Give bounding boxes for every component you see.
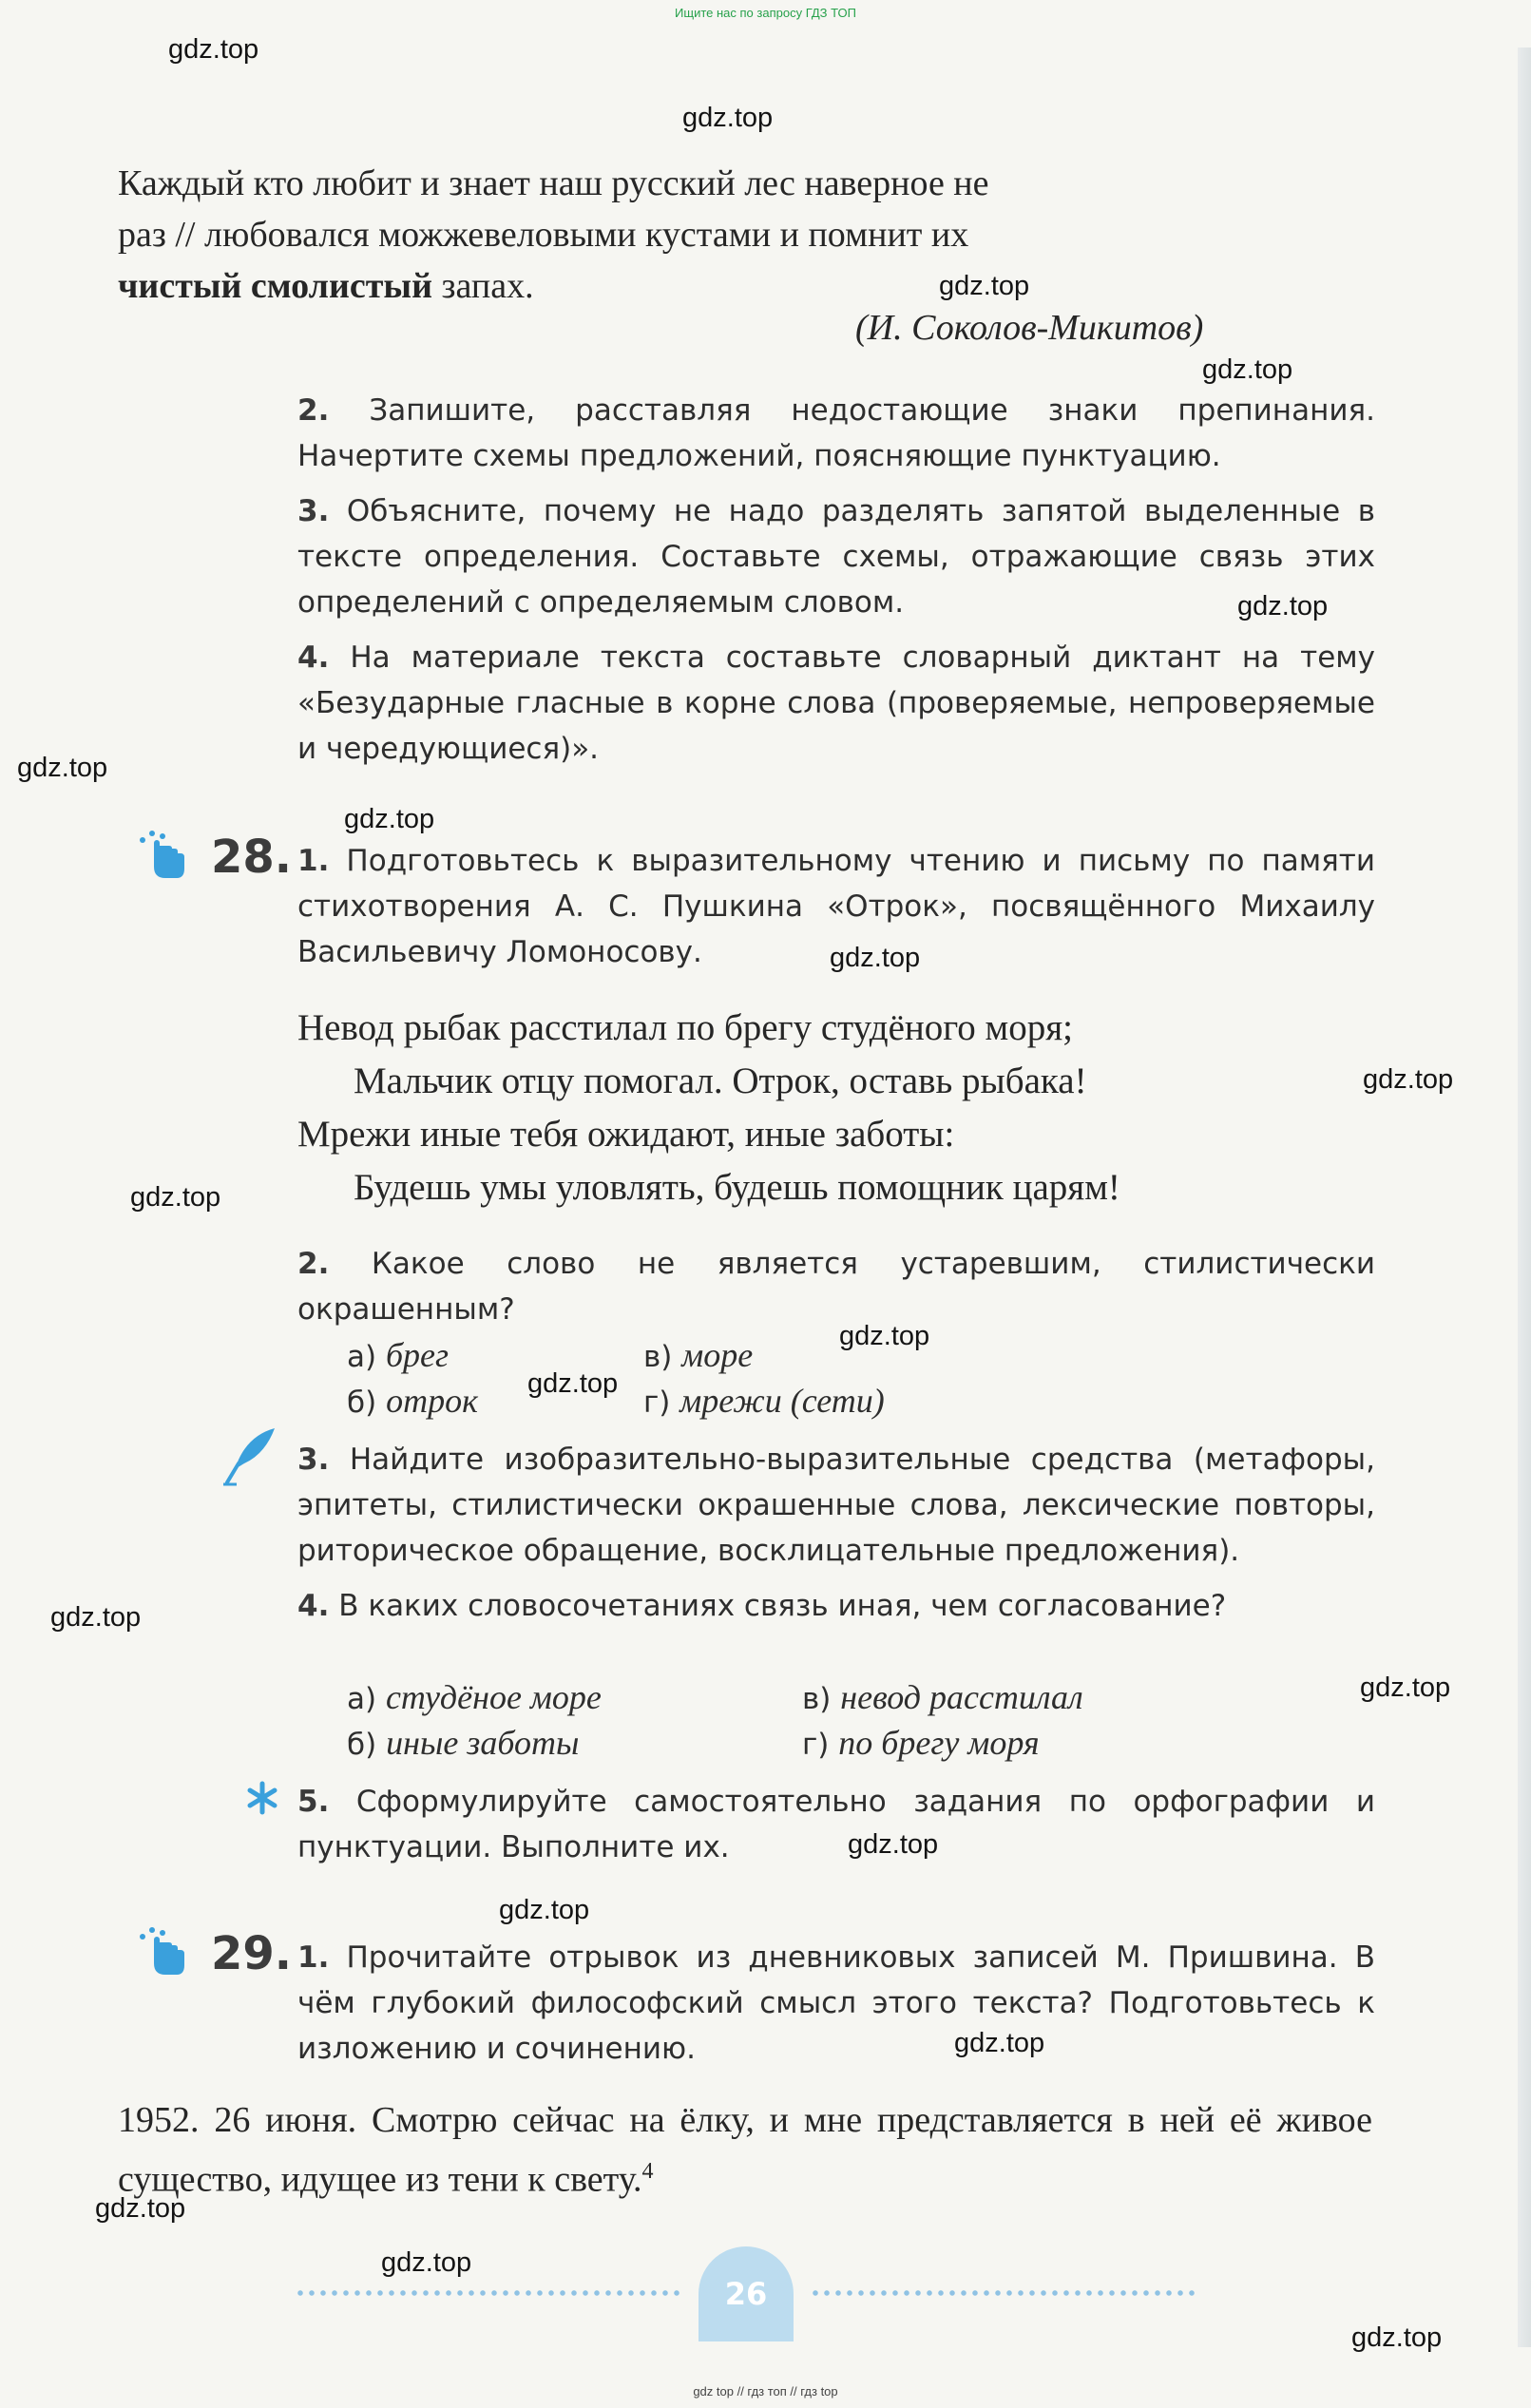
watermark: gdz.top xyxy=(381,2247,472,2278)
top-banner[interactable]: Ищите нас по запросу ГДЗ ТОП xyxy=(675,6,856,20)
pointing-hand-icon xyxy=(133,827,190,884)
quill-pen-icon xyxy=(221,1425,278,1488)
option-letter: б) xyxy=(347,1728,377,1762)
task-text: Объясните, почему не надо разделять запятой выделенные в тексте определения. Составьте схемы, отражающие связь этих определений с определяемым словом. xyxy=(297,494,1375,620)
excerpt-line-1: Каждый кто любит и знает наш русский лес наверное не xyxy=(118,163,989,203)
excerpt-text xyxy=(118,158,1375,312)
option-word: отрок xyxy=(386,1382,478,1420)
watermark: gdz.top xyxy=(939,271,1030,301)
task-number: 3. xyxy=(297,1443,330,1477)
watermark: gdz.top xyxy=(17,753,108,783)
exercise-number-28: 28. xyxy=(211,831,293,884)
option-letter: в) xyxy=(643,1340,673,1374)
ex28-t4-option-a xyxy=(347,1677,602,1717)
ex27-tasks xyxy=(297,388,1375,772)
task-number: 1. xyxy=(297,1940,330,1975)
task-text: Сформулируйте самостоятельно задания по орфографии и пунктуации. Выполните их. xyxy=(297,1785,1375,1864)
watermark: gdz.top xyxy=(1202,354,1293,385)
task-number: 2. xyxy=(297,393,330,428)
excerpt-attribution: (И. Соколов-Микитов) xyxy=(855,308,1204,348)
option-word: брег xyxy=(385,1336,450,1374)
task-text: Какое слово не является устаревшим, стилистически окрашенным? xyxy=(297,1247,1375,1327)
poem-line-1: Невод рыбак расстилал по брегу студёного моря; xyxy=(297,1007,1073,1048)
watermark: gdz.top xyxy=(682,103,774,133)
task-number: 4. xyxy=(297,1589,330,1623)
page-edge xyxy=(1518,48,1531,2347)
watermark: gdz.top xyxy=(830,943,921,973)
watermark: gdz.top xyxy=(168,34,259,65)
task-text: Прочитайте отрывок из дневниковых записей М. Пришвина. В чём глубокий философский смысл этого текста? Подготовьтесь к изложению и сочинению. xyxy=(297,1940,1375,2066)
option-letter: г) xyxy=(643,1386,671,1420)
task-number: 2. xyxy=(297,1247,330,1281)
diary-text: 1952. 26 июня. Смотрю сейчас на ёлку, и мне представляется в ней её живое существо, идущее из тени к свету. xyxy=(118,2100,1372,2200)
ex27-task-3 xyxy=(297,488,1375,625)
watermark: gdz.top xyxy=(954,2028,1045,2058)
option-letter: в) xyxy=(802,1682,832,1716)
task-text: Подготовьтесь к выразительному чтению и письму по памяти стихотворения А. С. Пушкина «Отрок», посвящённого Михаилу Васильевичу Ломоносову. xyxy=(297,844,1375,969)
ex28-task-5 xyxy=(297,1779,1375,1870)
option-word: студёное море xyxy=(385,1678,602,1716)
poem-line-2: Мальчик отцу помогал. Отрок, оставь рыбака! xyxy=(354,1061,1087,1101)
excerpt-line-3-rest: запах. xyxy=(431,266,534,306)
ex28-task-1-text xyxy=(297,838,1375,975)
watermark: gdz.top xyxy=(848,1829,939,1860)
ex29-task-1-text xyxy=(297,1935,1375,2072)
ex28-task-3 xyxy=(297,1437,1375,1574)
ex29-task-1 xyxy=(297,1935,1375,2072)
option-word: иные заботы xyxy=(386,1724,580,1762)
ex28-t4-option-b xyxy=(347,1723,579,1763)
ex28-t2-option-v xyxy=(643,1335,753,1375)
watermark: gdz.top xyxy=(1363,1064,1454,1095)
ex28-t2-option-b xyxy=(347,1381,478,1421)
footnote-mark: 4 xyxy=(641,2159,654,2184)
watermark: gdz.top xyxy=(130,1182,221,1213)
option-word: невод расстилал xyxy=(840,1678,1083,1716)
task-text: В каких словосочетаниях связь иная, чем согласование? xyxy=(338,1589,1227,1623)
poem-line-3: Мрежи иные тебя ожидают, иные заботы: xyxy=(297,1114,955,1155)
highlighted-definitions: чистый смолистый xyxy=(118,266,432,306)
poem-line-4: Будешь умы уловлять, будешь помощник царям! xyxy=(354,1167,1120,1208)
ex28-task-4 xyxy=(297,1583,1375,1629)
task-number: 1. xyxy=(297,844,330,878)
option-word: море xyxy=(681,1336,754,1374)
footer-dots-left xyxy=(295,2290,684,2296)
footer-dots-right xyxy=(810,2290,1199,2296)
ex28-t4-option-v xyxy=(802,1677,1083,1717)
watermark: gdz.top xyxy=(1237,591,1329,621)
option-word: по брегу моря xyxy=(838,1724,1040,1762)
watermark: gdz.top xyxy=(527,1368,619,1399)
diary-text-block xyxy=(118,2094,1372,2206)
task-number: 4. xyxy=(297,640,330,675)
ex28-task-1 xyxy=(297,838,1375,975)
ex28-task-2-text xyxy=(297,1241,1375,1332)
task-number: 3. xyxy=(297,494,330,528)
exercise-number-29: 29. xyxy=(211,1927,293,1980)
task-text: На материале текста составьте словарный диктант на тему «Безударные гласные в корне слова (проверяемые, непроверяемые и чередующиеся)». xyxy=(297,640,1375,766)
watermark: gdz.top xyxy=(1360,1672,1451,1703)
diary-excerpt xyxy=(118,2094,1372,2206)
ex27-task-2 xyxy=(297,388,1375,479)
watermark: gdz.top xyxy=(839,1321,930,1351)
ex27-task-4 xyxy=(297,635,1375,772)
watermark: gdz.top xyxy=(1351,2322,1443,2353)
watermark: gdz.top xyxy=(50,1602,142,1633)
excerpt-line-2: раз // любовался можжевеловыми кустами и помнит их xyxy=(118,215,969,255)
watermark: gdz.top xyxy=(344,804,435,834)
option-word: мрежи (сети) xyxy=(679,1382,885,1420)
option-letter: г) xyxy=(802,1728,830,1762)
option-letter: а) xyxy=(347,1682,377,1716)
asterisk-icon xyxy=(245,1781,279,1815)
task-text: Найдите изобразительно-выразительные средства (метафоры, эпитеты, стилистически окрашенные слова, лексические повторы, риторическое обращение, восклицательные предложения). xyxy=(297,1443,1375,1568)
pointing-hand-icon xyxy=(133,1923,190,1980)
ex28-tasks-3-5 xyxy=(297,1437,1375,1629)
ex28-task-2 xyxy=(297,1241,1375,1332)
ex28-t4-option-g xyxy=(802,1723,1040,1763)
task-text: Запишите, расставляя недостающие знаки препинания. Начертите схемы предложений, поясняющие пунктуацию. xyxy=(297,393,1375,473)
ex28-t2-option-a xyxy=(347,1335,449,1375)
option-letter: б) xyxy=(347,1386,377,1420)
option-letter: а) xyxy=(347,1340,377,1374)
bottom-banner[interactable]: gdz top // гдз топ // гдз top xyxy=(693,2384,838,2398)
watermark: gdz.top xyxy=(499,1895,590,1925)
page-number: 26 xyxy=(699,2246,794,2341)
ex28-task-5-text xyxy=(297,1779,1375,1870)
task-number: 5. xyxy=(297,1785,330,1819)
watermark: gdz.top xyxy=(95,2193,186,2224)
ex28-t2-option-g xyxy=(643,1381,885,1421)
